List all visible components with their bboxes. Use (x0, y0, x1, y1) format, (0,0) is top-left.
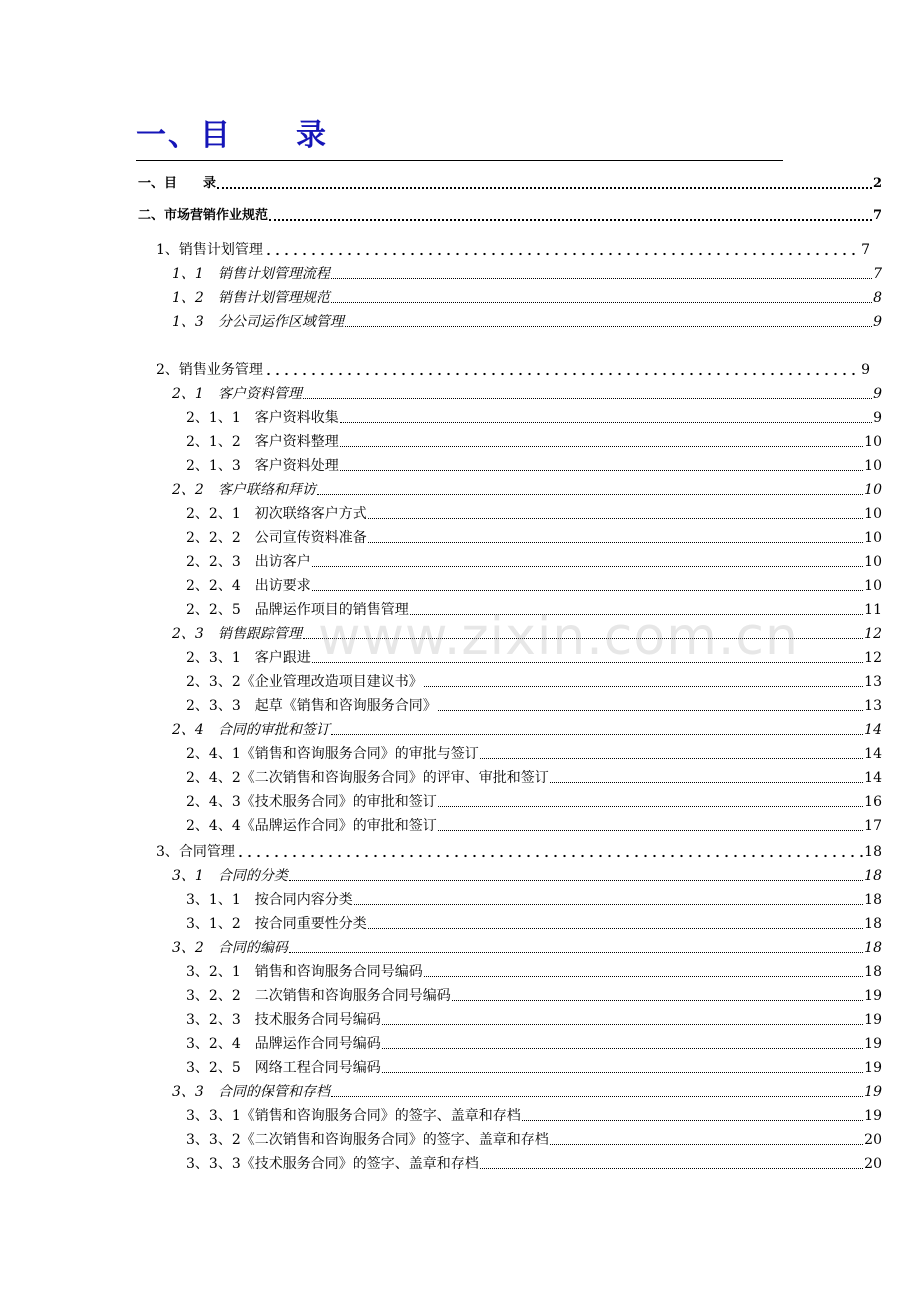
toc-entry-label: 2、3、3 起草《销售和咨询服务合同》 (186, 698, 437, 714)
toc-dot-leader (264, 250, 860, 258)
toc-dot-leader (236, 852, 863, 860)
toc-dot-leader (382, 1024, 863, 1025)
toc-entry-label: 3、2、3 技术服务合同号编码 (186, 1012, 381, 1028)
toc-dot-leader (331, 734, 863, 735)
toc-entry[interactable] (186, 455, 882, 477)
toc-entry-label: 2、销售业务管理 (156, 362, 263, 378)
toc-entry-label: 2、4、2《二次销售和咨询服务合同》的评审、审批和签订 (186, 770, 549, 786)
toc-entry-page-number: 18 (864, 868, 882, 884)
toc-entry-label: 2、2 客户联络和拜访 (172, 482, 316, 498)
toc-entry-page-number: 13 (864, 674, 882, 690)
toc-entry-label: 3、3 合同的保管和存档 (172, 1084, 330, 1100)
toc-dot-leader (312, 590, 863, 591)
toc-entry-page-number: 10 (864, 434, 882, 450)
toc-dot-leader (331, 278, 872, 279)
toc-entry-label: 3、合同管理 (156, 844, 235, 860)
toc-entry-page-number: 10 (864, 506, 882, 522)
toc-dot-leader (382, 1072, 863, 1073)
toc-entry[interactable] (138, 205, 882, 227)
toc-entry-page-number: 2 (872, 176, 882, 191)
toc-entry-page-number: 16 (864, 794, 882, 810)
toc-entry[interactable] (186, 695, 882, 717)
toc-entry-label: 2、3、2《企业管理改造项目建议书》 (186, 674, 423, 690)
toc-entry-page-number: 10 (864, 458, 882, 474)
toc-entry[interactable] (138, 173, 882, 195)
toc-entry-page-number: 12 (864, 626, 882, 642)
toc-entry-label: 2、1 客户资料管理 (172, 386, 302, 402)
toc-entry-page-number: 19 (864, 1036, 882, 1052)
toc-entry[interactable] (156, 359, 870, 381)
toc-dot-leader (550, 782, 863, 783)
toc-dot-leader (354, 904, 863, 905)
toc-entry[interactable] (156, 239, 870, 261)
toc-entry-page-number: 18 (864, 916, 882, 932)
toc-entry-label: 2、4、3《技术服务合同》的审批和签订 (186, 794, 437, 810)
toc-entry-page-number: 9 (873, 410, 882, 426)
toc-entry[interactable] (172, 1081, 882, 1103)
toc-entry[interactable] (186, 815, 882, 837)
toc-entry-page-number: 10 (864, 530, 882, 546)
toc-entry-label: 2、4、1《销售和咨询服务合同》的审批与签订 (186, 746, 479, 762)
toc-entry[interactable] (172, 383, 882, 405)
toc-entry[interactable] (172, 263, 882, 285)
toc-entry[interactable] (172, 623, 882, 645)
toc-entry[interactable] (186, 431, 882, 453)
toc-entry-label: 3、3、2《二次销售和咨询服务合同》的签字、盖章和存档 (186, 1132, 549, 1148)
toc-dot-leader (480, 758, 863, 759)
toc-entry[interactable] (186, 527, 882, 549)
toc-dot-leader (289, 880, 863, 881)
toc-entry[interactable] (186, 791, 882, 813)
toc-entry[interactable] (156, 841, 882, 863)
toc-entry-label: 3、2、5 网络工程合同号编码 (186, 1060, 381, 1076)
toc-entry[interactable] (172, 865, 882, 887)
toc-entry-label: 2、2、1 初次联络客户方式 (186, 506, 367, 522)
toc-entry[interactable] (186, 671, 882, 693)
toc-entry[interactable] (186, 767, 882, 789)
title-divider (136, 160, 783, 161)
toc-dot-leader (424, 976, 863, 977)
toc-dot-leader (438, 830, 863, 831)
toc-entry[interactable] (186, 647, 882, 669)
toc-entry[interactable] (186, 743, 882, 765)
toc-entry-label: 2、2、3 出访客户 (186, 554, 311, 570)
toc-dot-leader (522, 1120, 863, 1121)
toc-entry-label: 3、1 合同的分类 (172, 868, 288, 884)
toc-entry-page-number: 14 (864, 770, 882, 786)
toc-entry-page-number: 10 (864, 554, 882, 570)
toc-dot-leader (331, 1096, 863, 1097)
toc-entry-page-number: 18 (864, 940, 882, 956)
toc-dot-leader (264, 370, 860, 378)
toc-dot-leader (340, 422, 872, 423)
toc-entry-label: 1、2 销售计划管理规范 (172, 290, 330, 306)
toc-entry-label: 3、1、1 按合同内容分类 (186, 892, 353, 908)
toc-dot-leader (340, 446, 863, 447)
toc-dot-leader (368, 518, 863, 519)
toc-entry-page-number: 18 (864, 844, 882, 860)
toc-entry-page-number: 9 (873, 314, 882, 330)
toc-entry-page-number: 14 (864, 746, 882, 762)
page-title: 一、目 录 (136, 118, 328, 153)
toc-entry-page-number: 11 (864, 602, 882, 618)
toc-dot-leader (303, 398, 872, 399)
toc-entry[interactable] (186, 1033, 882, 1055)
toc-dot-leader (303, 638, 863, 639)
toc-entry[interactable] (186, 1105, 882, 1127)
toc-dot-leader (438, 710, 863, 711)
watermark-text: www.zixin.com.cn (318, 607, 799, 667)
toc-entry-page-number: 10 (864, 578, 882, 594)
toc-entry-label: 2、1、3 客户资料处理 (186, 458, 339, 474)
toc-dot-leader (410, 614, 863, 615)
toc-entry[interactable] (172, 719, 882, 741)
toc-dot-leader (345, 326, 872, 327)
toc-entry-label: 2、4 合同的审批和签订 (172, 722, 330, 738)
toc-entry-page-number: 17 (864, 818, 882, 834)
toc-entry[interactable] (186, 1153, 882, 1175)
toc-entry[interactable] (186, 503, 882, 525)
toc-entry-page-number: 7 (873, 266, 882, 282)
toc-entry-page-number: 20 (864, 1132, 882, 1148)
toc-dot-leader (317, 494, 863, 495)
toc-entry-label: 3、2、2 二次销售和咨询服务合同号编码 (186, 988, 451, 1004)
toc-entry-label: 1、3 分公司运作区域管理 (172, 314, 344, 330)
toc-entry-label: 一、目 录 (138, 176, 217, 191)
toc-dot-leader (312, 662, 863, 663)
toc-entry-page-number: 13 (864, 698, 882, 714)
toc-dot-leader (217, 187, 872, 189)
toc-dot-leader (550, 1144, 863, 1145)
toc-entry-page-number: 19 (864, 1084, 882, 1100)
toc-entry-label: 2、2、2 公司宣传资料准备 (186, 530, 367, 546)
toc-entry[interactable] (172, 287, 882, 309)
toc-entry-page-number: 20 (864, 1156, 882, 1172)
toc-entry-label: 2、1、1 客户资料收集 (186, 410, 339, 426)
toc-dot-leader (452, 1000, 863, 1001)
toc-entry-label: 2、3 销售跟踪管理 (172, 626, 302, 642)
toc-dot-leader (424, 686, 863, 687)
toc-entry[interactable] (186, 1009, 882, 1031)
toc-entry-label: 1、销售计划管理 (156, 242, 263, 258)
toc-dot-leader (438, 806, 863, 807)
toc-entry-page-number: 9 (873, 386, 882, 402)
toc-entry-page-number: 19 (864, 1012, 882, 1028)
toc-entry[interactable] (186, 985, 882, 1007)
toc-entry[interactable] (186, 1057, 882, 1079)
toc-entry[interactable] (186, 407, 882, 429)
toc-entry-label: 3、2、4 品牌运作合同号编码 (186, 1036, 381, 1052)
toc-entry[interactable] (186, 575, 882, 597)
toc-entry-label: 2、1、2 客户资料整理 (186, 434, 339, 450)
toc-dot-leader (340, 470, 863, 471)
toc-dot-leader (269, 219, 872, 221)
toc-entry-page-number: 19 (864, 1060, 882, 1076)
toc-dot-leader (331, 302, 872, 303)
toc-entry[interactable] (186, 889, 882, 911)
toc-entry-page-number: 19 (864, 1108, 882, 1124)
toc-dot-leader (312, 566, 863, 567)
toc-dot-leader (382, 1048, 863, 1049)
toc-entry-page-number: 19 (864, 988, 882, 1004)
toc-entry-page-number: 7 (872, 208, 882, 223)
toc-dot-leader (480, 1168, 863, 1169)
toc-entry-label: 2、3、1 客户跟进 (186, 650, 311, 666)
toc-entry-label: 3、3、3《技术服务合同》的签字、盖章和存档 (186, 1156, 479, 1172)
toc-entry[interactable] (172, 311, 882, 333)
toc-entry[interactable] (172, 937, 882, 959)
toc-entry-label: 3、2、1 销售和咨询服务合同号编码 (186, 964, 423, 980)
toc-entry-label: 1、1 销售计划管理流程 (172, 266, 330, 282)
toc-entry-page-number: 9 (861, 362, 870, 378)
toc-entry-label: 3、1、2 按合同重要性分类 (186, 916, 367, 932)
toc-entry-label: 2、2、4 出访要求 (186, 578, 311, 594)
toc-dot-leader (368, 928, 863, 929)
toc-dot-leader (368, 542, 863, 543)
toc-entry-page-number: 12 (864, 650, 882, 666)
toc-entry[interactable] (172, 479, 882, 501)
toc-entry-label: 3、3、1《销售和咨询服务合同》的签字、盖章和存档 (186, 1108, 521, 1124)
toc-entry-page-number: 18 (864, 964, 882, 980)
toc-entry-page-number: 10 (864, 482, 882, 498)
toc-entry[interactable] (186, 1129, 882, 1151)
toc-entry[interactable] (186, 913, 882, 935)
toc-entry-page-number: 7 (861, 242, 870, 258)
toc-entry[interactable] (186, 599, 882, 621)
toc-entry-label: 3、2 合同的编码 (172, 940, 288, 956)
toc-entry[interactable] (186, 961, 882, 983)
toc-entry-label: 二、市场营销作业规范 (138, 208, 269, 223)
toc-entry-label: 2、2、5 品牌运作项目的销售管理 (186, 602, 409, 618)
toc-entry[interactable] (186, 551, 882, 573)
toc-dot-leader (289, 952, 863, 953)
toc-entry-page-number: 18 (864, 892, 882, 908)
toc-entry-label: 2、4、4《品牌运作合同》的审批和签订 (186, 818, 437, 834)
toc-entry-page-number: 8 (873, 290, 882, 306)
toc-entry-page-number: 14 (864, 722, 882, 738)
